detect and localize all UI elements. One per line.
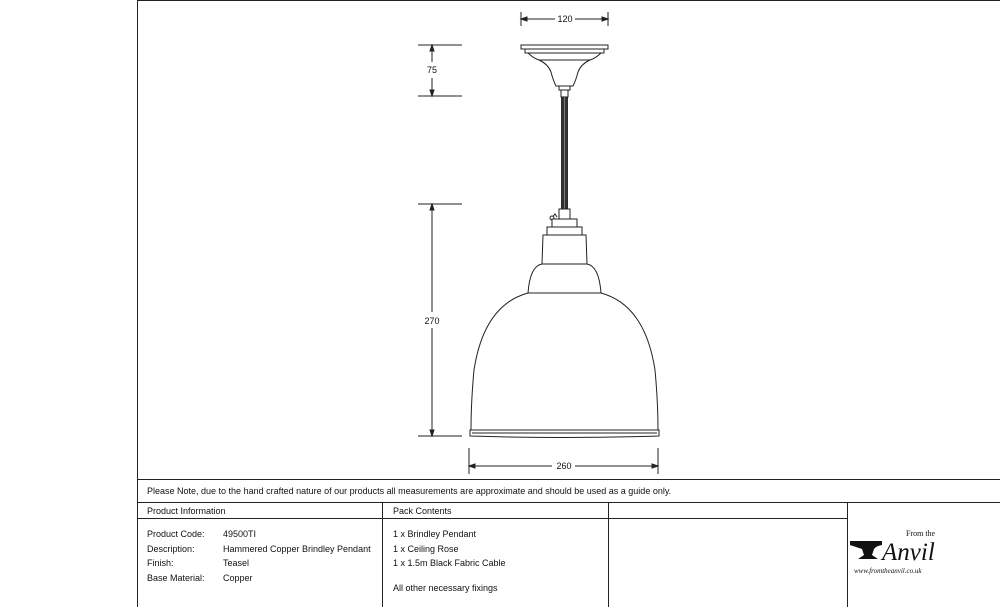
logo-brand: Anvil [882, 539, 935, 566]
dim-shade-width: 260 [556, 461, 572, 471]
pack-item: 1 x Brindley Pendant [393, 529, 477, 539]
finish-value: Teasel [223, 558, 250, 568]
dim-rose-width: 120 [557, 14, 573, 24]
product-code-value: 49500TI [223, 529, 257, 539]
description-row: Description: Hammered Copper Brindley Pendant [147, 543, 371, 554]
dim-rose-height: 75 [426, 65, 438, 75]
logo-url: www.fromtheanvil.co.uk [854, 567, 922, 575]
logo-from-the: From the [906, 529, 936, 538]
product-info-column [137, 503, 383, 607]
pack-contents-column [383, 503, 609, 607]
pack-extra: All other necessary fixings [393, 582, 498, 593]
blank-column [609, 503, 848, 607]
logo-column [848, 503, 1000, 607]
from-the-anvil-logo [848, 527, 958, 583]
measurement-note: Please Note, due to the hand crafted nature of our products all measurements are approximate and should be used as a guide only. [137, 479, 1000, 503]
pack-contents-heading: Pack Contents [383, 503, 608, 519]
ceiling-rose [521, 45, 608, 97]
pack-item: 1 x Ceiling Rose [393, 543, 459, 554]
finish-row: Finish: Teasel [147, 558, 250, 568]
pack-item: 1 x 1.5m Black Fabric Cable [393, 558, 506, 568]
product-info-heading: Product Information [137, 503, 382, 519]
product-code-row: Product Code: 49500TI [147, 529, 257, 539]
dim-shade-height: 270 [424, 316, 440, 326]
pendant-shade [470, 209, 659, 438]
fabric-cable [562, 97, 568, 209]
info-table [137, 503, 1000, 607]
base-material-row: Base Material: Copper [147, 572, 253, 583]
anvil-icon [850, 541, 882, 559]
base-material-value: Copper [223, 572, 253, 583]
description-value: Hammered Copper Brindley Pendant [223, 543, 371, 554]
